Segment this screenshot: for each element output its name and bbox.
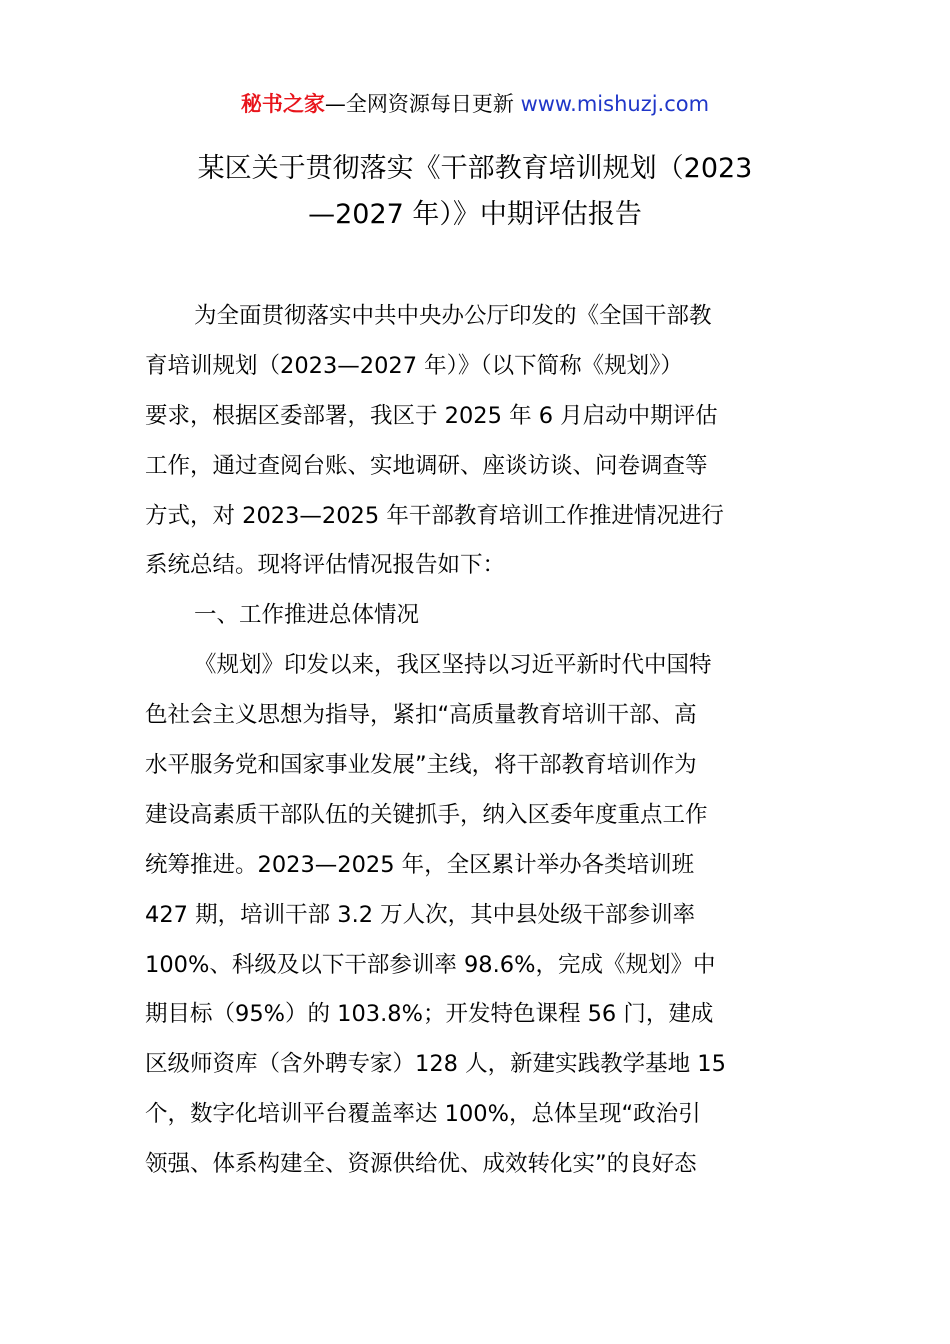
title-line-2: —2027 年）》中期评估报告	[308, 199, 642, 230]
body-line: 育培训规划（2023—2027 年）》（以下简称《规划》）	[145, 352, 683, 379]
body-line: 为全面贯彻落实中共中央办公厅印发的《全国干部教	[194, 303, 712, 329]
document-title	[120, 146, 830, 238]
body-line: 要求，根据区委部署，我区于 2025 年 6 月启动中期评估	[145, 402, 718, 429]
body-line: 领强、体系构建全、资源供给优、成效转化实”的良好态	[145, 1151, 697, 1178]
body-line: 个，数字化培训平台覆盖率达 100%，总体呈现“政治引	[145, 1101, 701, 1128]
document-body	[145, 292, 810, 1190]
body-line: 系统总结。现将评估情况报告如下：	[145, 552, 506, 579]
title-line-1: 某区关于贯彻落实《干部教育培训规划（2023	[197, 153, 753, 184]
body-line: 建设高素质干部队伍的关键抓手，纳入区委年度重点工作	[145, 801, 708, 828]
site-brand: 秘书之家	[240, 92, 325, 116]
body-line: 方式，对 2023—2025 年干部教育培训工作推进情况进行	[145, 502, 724, 529]
body-line: 期目标（95%）的 103.8%；开发特色课程 56 门，建成	[145, 1001, 714, 1028]
section-heading: 一、工作推进总体情况	[194, 602, 420, 629]
body-line: 区级师资库（含外聘专家）128 人，新建实践教学基地 15	[145, 1051, 726, 1078]
body-line: 427 期，培训干部 3.2 万人次，其中县处级干部参训率	[145, 901, 696, 928]
body-line: 统筹推进。2023—2025 年，全区累计举办各类培训班	[145, 851, 695, 878]
site-url-link[interactable]: www.mishuzj.com	[520, 92, 710, 116]
body-line: 100%、科级及以下干部参训率 98.6%，完成《规划》中	[145, 951, 716, 978]
body-line: 《规划》印发以来，我区坚持以习近平新时代中国特	[194, 652, 712, 679]
body-line: 水平服务党和国家事业发展”主线，将干部教育培训作为	[145, 752, 697, 779]
site-tagline: —全网资源每日更新	[324, 92, 521, 116]
site-header	[0, 88, 950, 120]
body-line: 色社会主义思想为指导，紧扣“高质量教育培训干部、高	[145, 702, 697, 729]
body-line: 工作，通过查阅台账、实地调研、座谈访谈、问卷调查等	[145, 452, 708, 479]
